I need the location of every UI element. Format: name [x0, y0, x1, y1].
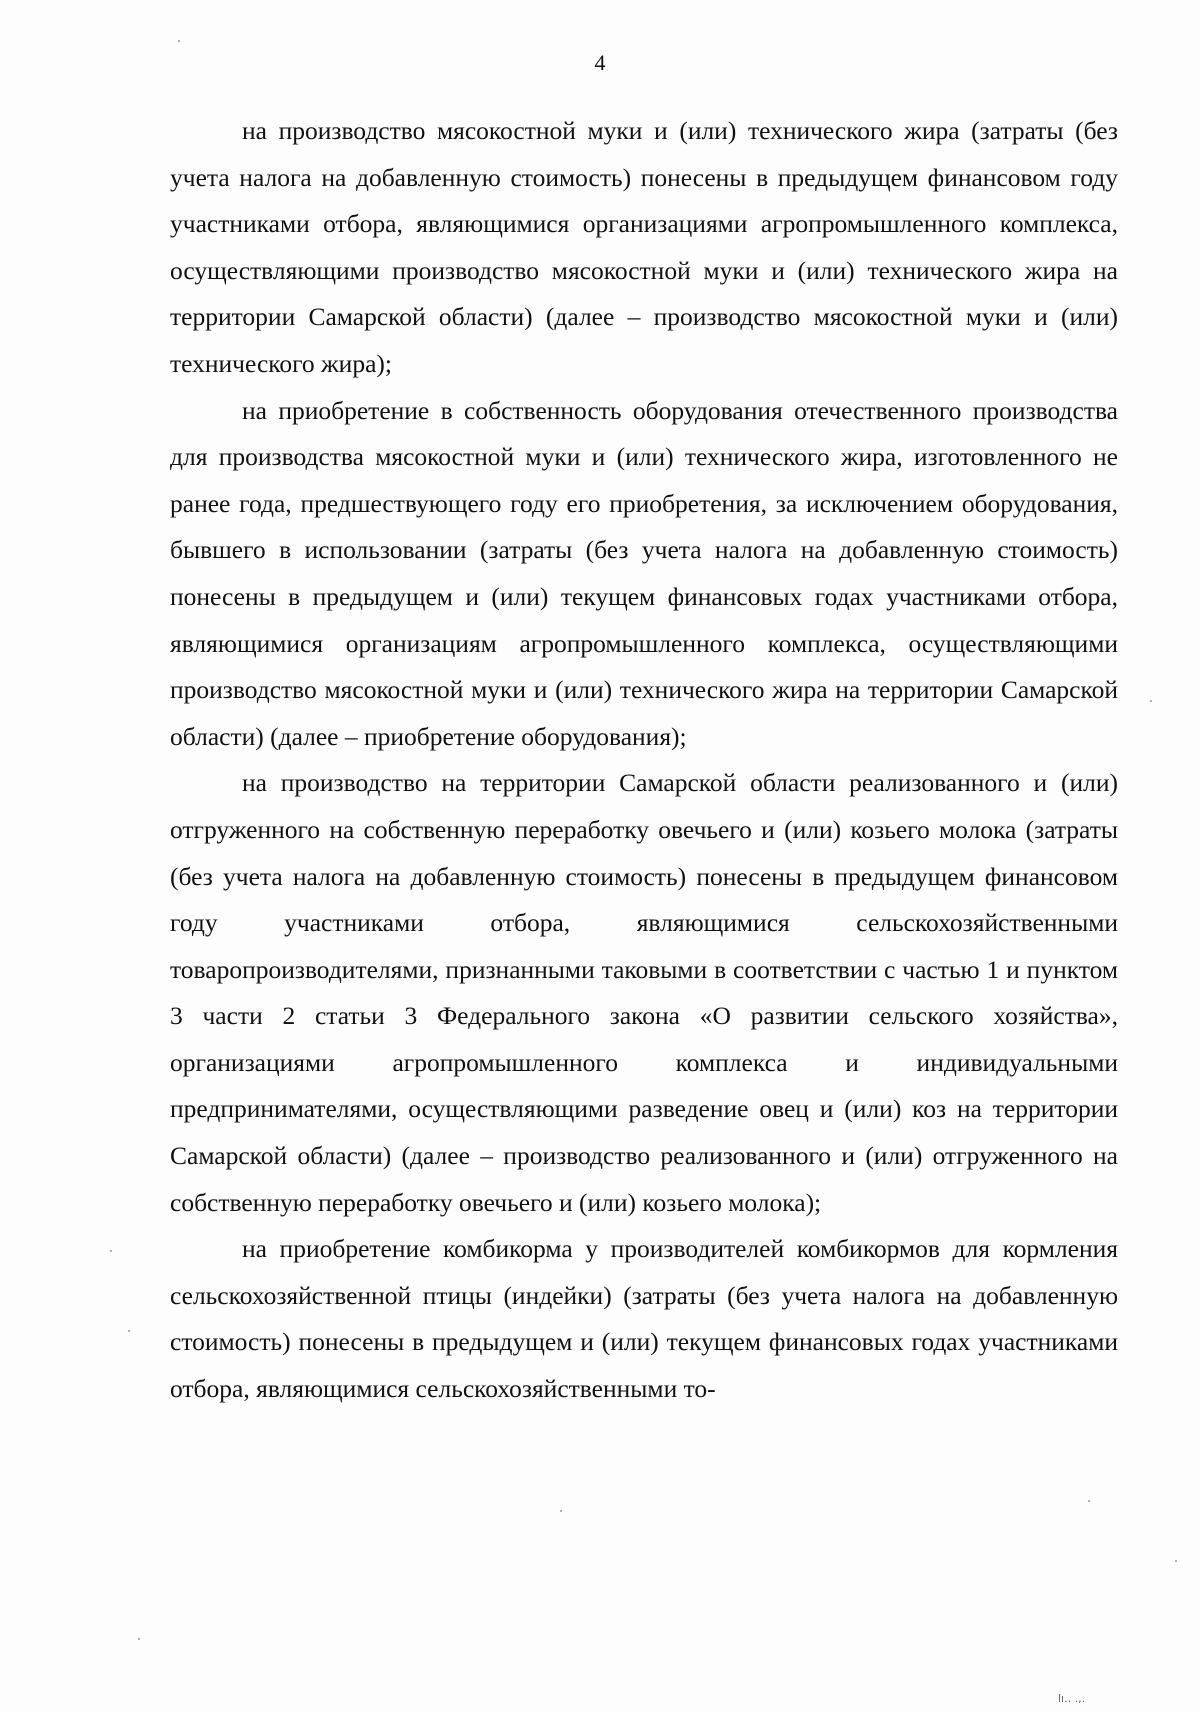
scan-speck: [128, 1330, 130, 1332]
scan-speck: [1175, 1560, 1177, 1562]
document-body: [170, 108, 1118, 1413]
scan-footer-mark: lı.. .,.: [1058, 1692, 1086, 1705]
scan-speck: [1150, 700, 1152, 702]
paragraph-compound-feed-acquisition: на приобретение комбикорма у производителей комбикормов для кормления сельскохозяйственной птицы (индейки) (затраты (без учета налога на добавленную стоимость) понесены в предыдущем и (или) текущем финансовых годах участниками отбора, являющимися сельскохозяйственными то-: [170, 1234, 1118, 1404]
paragraph-sheep-goat-milk-production: на производство на территории Самарской области реализованного и (или) отгруженного на собственную переработку овечьего и (или) козьего молока (затраты (без учета налога на добавленную стоимость) понесены в предыдущем финансовом году участниками отбора, являющимися сельскохозяйственными товаропроизводителями, признанными таковыми в соответствии с частью 1 и пунктом 3 части 2 статьи 3 Федерального закона «О развитии сельского хозяйства», организациями агропромышленного комплекса и индивидуальными предпринимателями, осуществляющими разведение овец и (или) коз на территории Самарской области) (далее – производство реализованного и (или) отгруженного на собственную переработку овечьего и (или) козьего молока);: [170, 768, 1118, 1217]
scan-speck: [560, 1510, 562, 1512]
scan-speck: [138, 1638, 140, 1640]
page-number: 4: [594, 50, 606, 75]
scan-speck: [1088, 1500, 1090, 1502]
paragraph-equipment-acquisition: на приобретение в собственность оборудования отечественного производства для производства мясокостной муки и (или) технического жира, изготовленного не ранее года, предшествующего году его приобретения, за исключением оборудования, бывшего в использовании (затраты (без учета налога на добавленную стоимость) понесены в предыдущем и (или) текущем финансовых годах участниками отбора, являющимися организациям агропромышленного комплекса, осуществляющими производство мясокостной муки и (или) технического жира на территории Самарской области) (далее – приобретение оборудования);: [170, 395, 1118, 751]
paragraph-meat-bone-meal-production: на производство мясокостной муки и (или) технического жира (затраты (без учета налога на добавленную стоимость) понесены в предыдущем финансовом году участниками отбора, являющимися организациями агропромышленного комплекса, осуществляющими производство мясокостной муки и (или) технического жира на территории Самарской области) (далее – производство мясокостной муки и (или) технического жира);: [170, 116, 1118, 378]
scan-speck: [178, 40, 180, 42]
scan-speck: [110, 1250, 112, 1252]
